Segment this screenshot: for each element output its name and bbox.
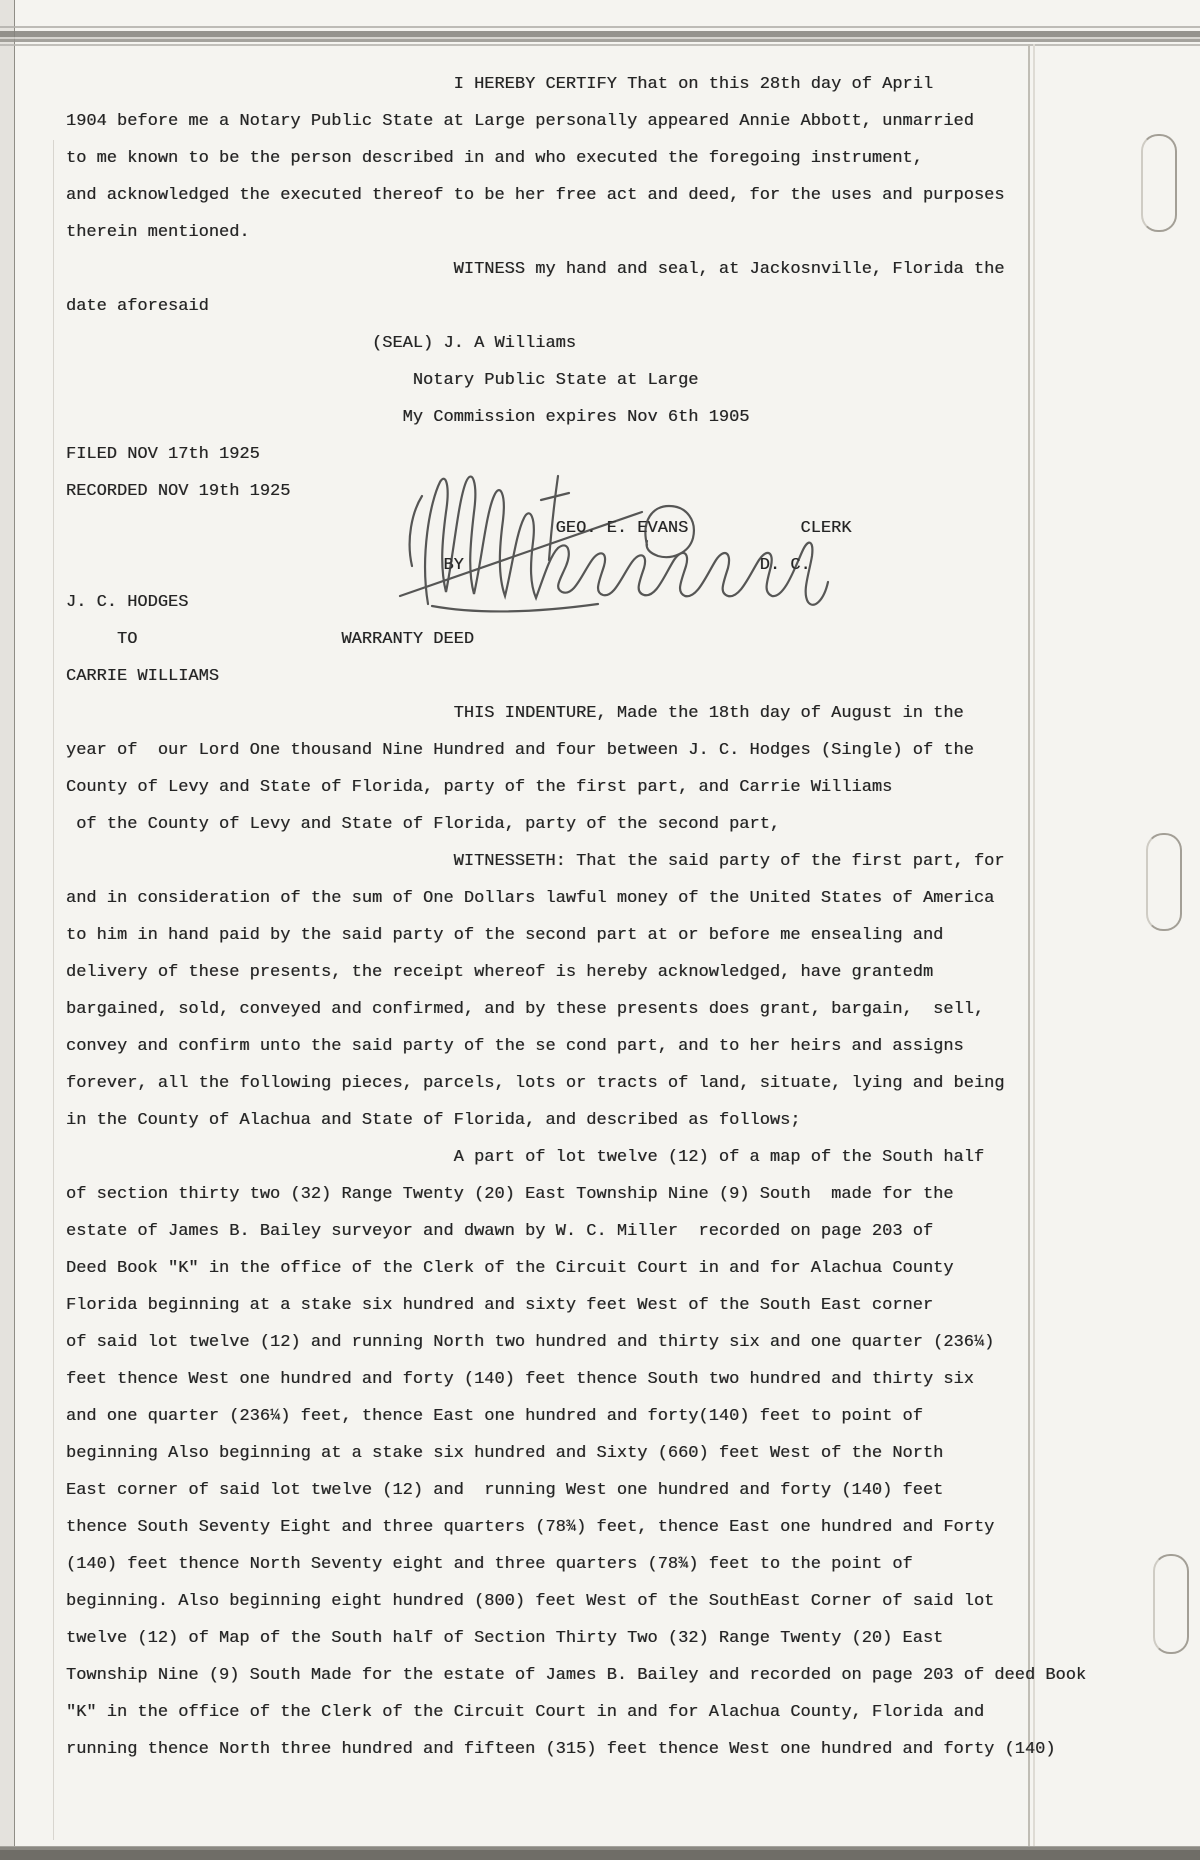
typed-line: to me known to be the person described in and who executed the foregoing instrument,: [66, 149, 923, 168]
typed-line: My Commission expires Nov 6th 1905: [66, 408, 750, 427]
typed-line: and acknowledged the executed thereof to be her free act and deed, for the uses and purposes: [66, 186, 1005, 205]
typed-line: thence South Seventy Eight and three quarters (78¾) feet, thence East one hundred and Forty: [66, 1518, 995, 1537]
typed-line: (SEAL) J. A Williams: [66, 334, 577, 353]
scan-artifact-bottom-band: [0, 1846, 1200, 1860]
typed-line: of section thirty two (32) Range Twenty (20) East Township Nine (9) South made for the: [66, 1185, 954, 1204]
typed-line: A part of lot twelve (12) of a map of the South half: [66, 1148, 985, 1167]
typed-line: convey and confirm unto the said party of the se cond part, and to her heirs and assigns: [66, 1037, 964, 1056]
typed-line: of the County of Levy and State of Florida, party of the second part,: [66, 815, 781, 834]
typed-line: date aforesaid: [66, 297, 209, 316]
typed-line: "K" in the office of the Clerk of the Circuit Court in and for Alachua County, Florida and: [66, 1703, 985, 1722]
typed-line: BY D. C.: [66, 556, 811, 575]
typed-line: WITNESS my hand and seal, at Jackosnville, Florida the: [66, 260, 1005, 279]
typed-line: year of our Lord One thousand Nine Hundred and four between J. C. Hodges (Single) of the: [66, 741, 974, 760]
typed-line: delivery of these presents, the receipt whereof is hereby acknowledged, have grantedm: [66, 963, 934, 982]
typed-line: therein mentioned.: [66, 223, 250, 242]
typed-line: twelve (12) of Map of the South half of Section Thirty Two (32) Range Twenty (20) East: [66, 1629, 944, 1648]
scan-artifact-top-lines: [0, 26, 1200, 48]
typed-line: and one quarter (236¼) feet, thence East one hundred and forty(140) feet to point of: [66, 1407, 923, 1426]
typed-line: Notary Public State at Large: [66, 371, 699, 390]
left-inner-line: [53, 140, 54, 1840]
typed-line: to him in hand paid by the said party of the second part at or before me ensealing and: [66, 926, 944, 945]
typed-line: beginning Also beginning at a stake six hundred and Sixty (660) feet West of the North: [66, 1444, 944, 1463]
typed-line: I HEREBY CERTIFY That on this 28th day of April: [66, 75, 934, 94]
typed-line: CARRIE WILLIAMS: [66, 667, 220, 686]
typed-line: of said lot twelve (12) and running North two hundred and thirty six and one quarter (236¼): [66, 1333, 995, 1352]
typed-line: TO WARRANTY DEED: [66, 630, 475, 649]
typed-line: J. C. HODGES: [66, 593, 189, 612]
typed-line: feet thence West one hundred and forty (140) feet thence South two hundred and thirty six: [66, 1370, 974, 1389]
left-edge-strip: [0, 0, 15, 1860]
typed-line: THIS INDENTURE, Made the 18th day of August in the: [66, 704, 964, 723]
typed-line: and in consideration of the sum of One Dollars lawful money of the United States of America: [66, 889, 995, 908]
typed-line: bargained, sold, conveyed and confirmed, and by these presents does grant, bargain, sell,: [66, 1000, 985, 1019]
typed-line: 1904 before me a Notary Public State at Large personally appeared Annie Abbott, unmarried: [66, 112, 974, 131]
typed-line: beginning. Also beginning eight hundred (800) feet West of the SouthEast Corner of said lot: [66, 1592, 995, 1611]
typed-line: GEO. E. EVANS CLERK: [66, 519, 852, 538]
typed-line: WITNESSETH: That the said party of the first part, for: [66, 852, 1005, 871]
typed-line: in the County of Alachua and State of Florida, and described as follows;: [66, 1111, 801, 1130]
typed-line: FILED NOV 17th 1925: [66, 445, 260, 464]
typed-line: running thence North three hundred and fifteen (315) feet thence West one hundred and forty (140): [66, 1740, 1056, 1759]
typed-line: Florida beginning at a stake six hundred and sixty feet West of the South East corner: [66, 1296, 934, 1315]
typed-text-block: [66, 66, 1186, 1768]
typed-line: Township Nine (9) South Made for the estate of James B. Bailey and recorded on page 203 of deed Book: [66, 1666, 1087, 1685]
typed-line: RECORDED NOV 19th 1925: [66, 482, 291, 501]
typed-line: Deed Book "K" in the office of the Clerk of the Circuit Court in and for Alachua County: [66, 1259, 954, 1278]
typed-line: County of Levy and State of Florida, party of the first part, and Carrie Williams: [66, 778, 893, 797]
typed-line: (140) feet thence North Seventy eight and three quarters (78¾) feet to the point of: [66, 1555, 913, 1574]
typed-line: forever, all the following pieces, parcels, lots or tracts of land, situate, lying and being: [66, 1074, 1005, 1093]
typed-line: East corner of said lot twelve (12) and running West one hundred and forty (140) feet: [66, 1481, 944, 1500]
typed-line: estate of James B. Bailey surveyor and dwawn by W. C. Miller recorded on page 203 of: [66, 1222, 934, 1241]
